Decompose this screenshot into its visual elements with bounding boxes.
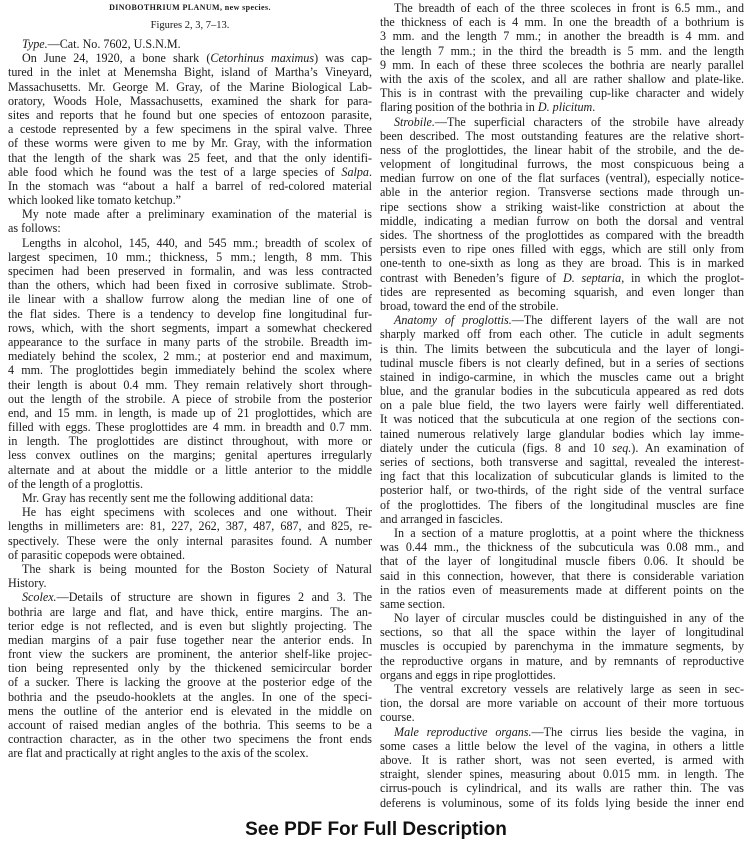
paragraph <box>8 236 372 491</box>
paragraph <box>8 491 372 505</box>
text-line: mens the outline of the anterior end is elevated in the middle on <box>8 703 372 718</box>
right-body <box>380 1 744 810</box>
text-line: Scolex.—Details of structure are shown in figures 2 and 3. The <box>22 590 372 605</box>
text-line: spectively. These were the only internal parasites found. A number <box>8 533 372 548</box>
text-line: with the axis of the scolex, and all are rather shallow and plate-like. <box>380 71 744 86</box>
paragraph <box>8 207 372 235</box>
text-line: alternate and at about the middle or a little anterior to the middle <box>8 462 372 477</box>
text-line: sides. The shortness of the proglottides as compared with the breadth <box>380 228 744 242</box>
text-line: terior edge is not reflected, and is even but slightly projecting. The <box>8 618 372 633</box>
text-line: Massachusetts. Mr. George M. Gray, of the Marine Biological Lab- <box>8 79 372 94</box>
text-line: of a sucker. There is lacking the groove at the posterior edge of the <box>8 675 372 690</box>
text-line: above. It is rather short, was not seen everted, is armed with <box>380 752 744 767</box>
text-line: and arranged in fascicles. <box>380 511 503 526</box>
text-line: which looked like tomato ketchup.” <box>8 193 181 208</box>
text-line: It was noticed that the subcuticula at one region of the sections con- <box>380 412 744 427</box>
text-line: that the length of the shark was 25 feet, and that the only identifi- <box>8 150 372 165</box>
text-line: front view the suckers are prominent, the anterior shelf-like projec- <box>8 647 372 662</box>
text-line: filled with eggs. These proglottides are 4 mm. in breadth and 0.7 mm. <box>8 420 372 435</box>
paragraph <box>8 51 372 207</box>
text-line: On June 24, 1920, a bone shark (Cetorhinus maximus) was cap- <box>22 51 372 66</box>
text-line: the flat sides. There is a tendency to develop fine longitudinal fur- <box>8 306 372 321</box>
text-line: broad, toward the end of the strobile. <box>380 298 559 313</box>
text-line: able in the anterior region. Transverse sections made through un- <box>380 185 744 200</box>
paragraph <box>380 1 744 115</box>
paragraph <box>8 590 372 760</box>
text-line: same section. <box>380 596 446 611</box>
text-line: of the proglottides. The fibers of the longitudinal muscles are fine <box>380 497 744 512</box>
text-line: was 0.44 mm., the thickness of the subcuticula was 0.08 mm., and <box>380 540 744 555</box>
text-line: bothria are large and flat, and have thick, entire margins. The an- <box>8 604 372 619</box>
text-line: that of the layer of longitudinal muscle fibers 0.06. It should be <box>380 554 744 569</box>
text-line: diately under the cuticula (figs. 8 and 10 seq.). An examination of <box>380 440 745 455</box>
text-line: The breadth of each of the three scoleces in front is 6.5 mm., and <box>394 1 744 15</box>
text-line: He has eight specimens with scoleces and one without. Their <box>22 505 372 520</box>
text-line: less convex outlines on the margins; genital apertures irregularly <box>8 448 372 463</box>
text-line: bothria and the pseudo-hooklets at the angles. In one of the speci- <box>8 689 372 704</box>
text-line: ile linear with a shallow furrow along the median line of one of <box>8 292 372 307</box>
text-line: in the ratios even of measurements made at different points on the <box>380 582 744 597</box>
text-line: end, and 15 mm. in length, is made up of 21 proglottides, which are <box>8 405 372 420</box>
text-line: The shark is being mounted for the Boston Society of Natural <box>22 561 372 576</box>
text-line: The ventral excretory vessels are relatively large as seen in sec- <box>394 682 744 696</box>
text-line: 4 mm. The proglottides begin immediately behind the scolex where <box>8 363 372 378</box>
text-line: No layer of circular muscles could be distinguished in any of the <box>394 611 744 626</box>
text-line: sites and reports that he found but one species of entozoon parasite, <box>8 107 372 122</box>
text-line: than the others, which had been fixed in corrosive sublimate. Strob- <box>8 278 372 293</box>
text-line: deferens is voluminous, some of its folds lying beside the inner end <box>380 795 744 810</box>
full-description-notice: See PDF For Full Description <box>245 819 507 840</box>
paragraph <box>380 611 744 682</box>
text-line: Type.—Cat. No. 7602, U.S.N.M. <box>22 37 181 51</box>
text-line: largest specimen, 10 mm.; thickness, 5 mm.; length, 8 mm. This <box>8 249 372 264</box>
text-line: middle, indicating a median furrow on both the dorsal and ventral <box>380 213 744 228</box>
species-heading: DINOBOTHRIUM PLANUM, new species. <box>109 3 271 12</box>
paragraph <box>380 526 744 611</box>
text-line: persists even to ripe ones filled with eggs, which are still only from <box>380 242 744 257</box>
text-line: account of raised median angles of the bothria. This seems to be a <box>8 718 372 732</box>
text-line: 3 mm. and the length 7 mm.; in another the breadth is 4 mm. and <box>380 29 744 44</box>
text-line: median margins of a pair fuse together near the anterior ends. In <box>8 632 372 647</box>
text-line: sections, so that all the space within the layer of longitudinal <box>380 625 744 640</box>
left-column <box>8 0 372 761</box>
text-line: the length 7 mm.; in the third the breadth is 5 mm. and the length <box>380 43 744 58</box>
text-line: Anatomy of proglottis.—The different layers of the wall are not <box>394 313 744 328</box>
text-line: In the stomach was “about a half a barrel of red-colored material <box>8 178 372 193</box>
text-line: straight, slender spines, measuring about 0.015 mm. in length. The <box>380 767 744 782</box>
text-line: a cestode represented by a few specimens in the spiral valve. Three <box>8 122 372 137</box>
text-line: mediately behind the scolex, 2 mm.; at posterior end and maximum, <box>8 349 372 364</box>
text-line: their length is about 0.4 mm. They remain relatively short through- <box>8 377 372 392</box>
text-line: blue, and the granular bodies in the subcuticula appeared as red dots <box>380 384 744 399</box>
text-line: tion, the dorsal are more variable on account of their more tortuous <box>380 696 744 711</box>
text-line: one-tenth to one-sixth as long as they are broad. This is in marked <box>380 256 744 271</box>
text-line: ing fact that this localization of subcuticular glands is limited to the <box>380 469 744 484</box>
paragraph <box>8 505 372 562</box>
text-line: of the length of a proglottis. <box>8 476 144 491</box>
text-line: tained numerous relatively large glandular bodies which lay imme- <box>380 426 744 441</box>
text-line: out the length of the strobile. A piece of strobile from the posterior <box>8 391 372 406</box>
text-line: This is in contrast with the prevailing cup-like character and widely <box>380 86 744 101</box>
text-line: the reproductive organs in mature, and by remnants of reproductive <box>380 653 744 668</box>
text-line: as follows: <box>8 221 61 236</box>
text-line: been described. The most outstanding features are the relative short- <box>380 128 744 143</box>
text-line: contrast with Beneden’s figure of D. septaria, in which the proglot- <box>380 270 745 285</box>
text-line: Mr. Gray has recently sent me the following additional data: <box>22 491 314 505</box>
text-line: on a pale blue field, the two layers were fairly well differentiated. <box>380 398 744 413</box>
text-line: History. <box>8 576 47 591</box>
text-line: lengths in millimeters are: 81, 227, 262, 387, 487, 687, and 825, re- <box>8 519 372 534</box>
text-line: of these worms were given to me by Mr. Gray, with the information <box>8 136 372 151</box>
text-line: is thin. The limits between the subcuticula and the layer of longi- <box>380 341 744 356</box>
paragraph <box>8 562 372 590</box>
text-line: ripe sections show a striking waist-like constriction at about the <box>380 199 744 214</box>
text-line: cirrus-pouch is cylindrical, and its walls are rather thin. The vas <box>380 781 744 796</box>
text-line: stained in indigo-carmine, in which the muscles came out a bright <box>380 369 744 384</box>
text-line: the thickness of each is 4 mm. In one the breadth of a bothrium is <box>380 15 744 30</box>
text-line: Lengths in alcohol, 145, 440, and 545 mm.; breadth of scolex of <box>22 235 372 250</box>
paragraph <box>8 37 372 51</box>
text-line: sharply marked off from each other. The cuticle in adult segments <box>380 327 744 342</box>
text-line: tured in the inlet at Menemsha Bight, island of Martha’s Vineyard, <box>8 65 372 80</box>
text-line: able food which he found was the test of a large species of Salpa. <box>8 164 372 179</box>
text-line: series of sections, both transverse and sagittal, revealed the interest- <box>380 455 744 469</box>
paragraph <box>380 115 744 314</box>
text-line: are flat and practically at right angles to the axis of the scolex. <box>8 746 309 761</box>
text-line: Strobile.—The superficial characters of the strobile have already <box>394 114 744 129</box>
text-line: tion being represented only by the thickened semicircular border <box>8 661 372 676</box>
text-line: velopment of longitudinal furrows, the most conspicuous being a <box>380 157 744 172</box>
text-line: Male reproductive organs.—The cirrus lies beside the vagina, in <box>394 724 744 739</box>
text-line: In a section of a mature proglottis, at a point where the thickness <box>394 525 744 540</box>
figures-reference: Figures 2, 3, 7–13. <box>150 20 230 31</box>
text-line: posterior half, or two-thirds, of the right side of the ventral surface <box>380 483 744 498</box>
text-line: appearance to the surface in many parts of the strobile. Breadth im- <box>8 334 372 349</box>
text-line: specimen had been preserved in formalin, and was less contracted <box>8 264 372 278</box>
text-line: tudinal muscle fibers is not clearly defined, but in a series of sections <box>380 355 744 370</box>
text-line: median furrow on one of the flat surfaces (ventral), especially notice- <box>380 171 744 186</box>
text-line: oratory, Woods Hole, Massachusetts, examined the shark for para- <box>8 93 372 108</box>
paragraph <box>380 682 744 725</box>
text-line: contraction character, as in the other two specimens the front ends <box>8 732 372 747</box>
text-line: of parasitic copepods were obtained. <box>8 547 185 562</box>
right-column <box>380 0 744 810</box>
text-line: ness of the proglottides, the linear habit of the strobile, and the de- <box>380 142 744 157</box>
text-line: said in this connection, however, that there is considerable variation <box>380 568 744 583</box>
text-line: My note made after a preliminary examination of the material is <box>22 207 372 222</box>
left-body <box>8 37 372 761</box>
text-line: some cases a little below the level of the vagina, in others a little <box>380 738 744 753</box>
text-line: flaring position of the bothria in D. plicitum. <box>380 100 596 115</box>
text-line: tides are represented as becoming squarish, and even longer than <box>380 284 744 299</box>
text-line: in length. The proglottides are distinct throughout, with more or <box>8 434 372 449</box>
paragraph <box>380 725 744 810</box>
paragraph <box>380 313 744 526</box>
text-line: organs and eggs in ripe proglottides. <box>380 667 556 682</box>
text-line: course. <box>380 710 415 725</box>
text-line: 9 mm. In each of these three scoleces the bothria are nearly parallel <box>380 57 744 72</box>
text-line: rows, which, with the short segments, impart a somewhat checkered <box>8 320 372 335</box>
text-line: muscles is occupied by parenchyma in the immature segments, by <box>380 639 744 654</box>
